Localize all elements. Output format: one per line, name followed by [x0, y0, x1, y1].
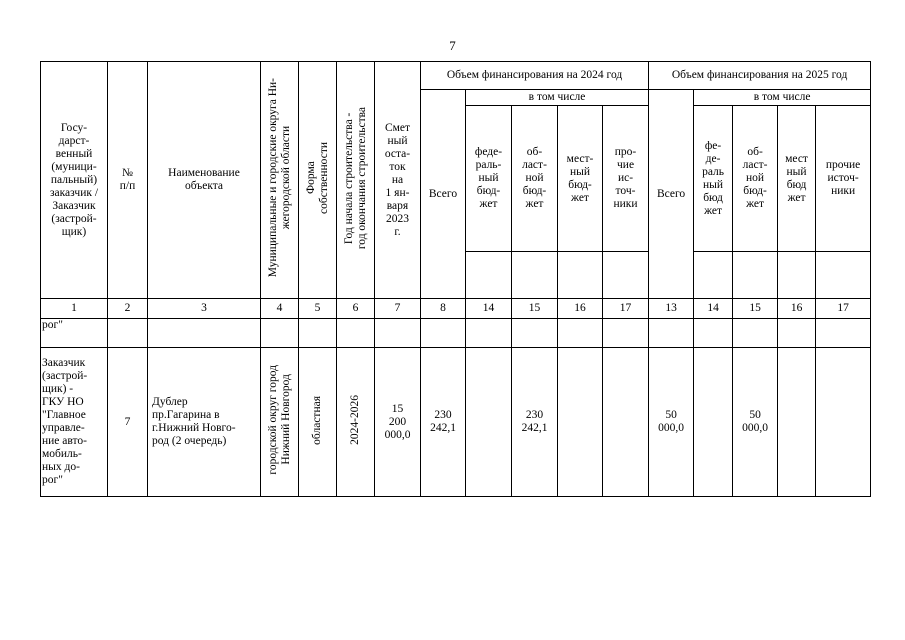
header-funding-2025: Объем финансирования на 2025 год [649, 62, 871, 90]
row-other-2025 [816, 348, 871, 497]
column-number: 1 [41, 299, 108, 319]
continuation-customer: рог" [41, 319, 108, 348]
row-estimate: 15 200 000,0 [375, 348, 421, 497]
header-federal-2024: феде- раль- ный бюд- жет [466, 106, 512, 252]
header-federal-2025: фе- де- раль ный бюд жет [694, 106, 733, 252]
column-number: 14 [466, 299, 512, 319]
row-municipality: городской округ город Нижний Новгород [266, 365, 292, 475]
header-customer: Госу- дарст- венный (муници- пальный) заказчик / Заказчик (застрой- щик) [41, 62, 108, 299]
column-number: 15 [512, 299, 558, 319]
column-number: 7 [375, 299, 421, 319]
header-local-2025: мест ный бюд жет [778, 106, 816, 252]
column-number: 5 [299, 299, 337, 319]
row-regional-2024: 230 242,1 [512, 348, 558, 497]
column-number: 17 [603, 299, 649, 319]
header-including-2025: в том числе [694, 90, 871, 106]
header-local-2024: мест- ный бюд- жет [558, 106, 603, 252]
row-regional-2025: 50 000,0 [733, 348, 778, 497]
row-number: 7 [108, 348, 148, 497]
header-regional-2024: об- ласт- ной бюд- жет [512, 106, 558, 252]
row-years-cell [337, 348, 375, 497]
row-object-name: Дублер пр.Гагарина в г.Нижний Новго- род (2 очередь) [148, 348, 261, 497]
header-other-2025: прочие источ- ники [816, 106, 871, 252]
row-local-2025 [778, 348, 816, 497]
row-ownership: областная [311, 395, 323, 445]
header-municipality: Муниципальные и городские округа Ни- жегородской области [266, 78, 292, 278]
header-estimate: Смет ный оста- ток на 1 ян- варя 2023 г. [375, 62, 421, 299]
row-other-2024 [603, 348, 649, 497]
row-total-2024: 230 242,1 [421, 348, 466, 497]
column-number: 2 [108, 299, 148, 319]
header-including-2024: в том числе [466, 90, 649, 106]
continuation-row [41, 319, 871, 348]
header-ownership-cell [299, 62, 337, 299]
header-object-name: Наименование объекта [148, 62, 261, 299]
column-number: 16 [558, 299, 603, 319]
column-number: 16 [778, 299, 816, 319]
row-federal-2024 [466, 348, 512, 497]
header-years-cell [337, 62, 375, 299]
column-number: 14 [694, 299, 733, 319]
row-years: 2024-2026 [349, 395, 361, 445]
header-other-2024: про- чие ис- точ- ники [603, 106, 649, 252]
row-municipality-cell [261, 348, 299, 497]
header-total-2024: Всего [421, 90, 466, 299]
header-number: № п/п [108, 62, 148, 299]
column-number: 3 [148, 299, 261, 319]
row-local-2024 [558, 348, 603, 497]
page-number: 7 [449, 38, 456, 53]
row-ownership-cell [299, 348, 337, 497]
column-number: 15 [733, 299, 778, 319]
column-number: 6 [337, 299, 375, 319]
table-row [41, 348, 871, 497]
row-customer: Заказчик (застрой- щик) - ГКУ НО "Главное управле- ние авто- мобиль- ных до- рог" [41, 348, 108, 497]
financing-table [40, 61, 871, 497]
row-federal-2025 [694, 348, 733, 497]
header-ownership: Форма собственности [304, 142, 330, 214]
column-number-row [41, 299, 871, 319]
header-years: Год начала строительства - год окончания строительства [342, 106, 368, 250]
header-funding-2024: Объем финансирования на 2024 год [421, 62, 649, 90]
column-number: 4 [261, 299, 299, 319]
header-total-2025: Всего [649, 90, 694, 299]
column-number: 13 [649, 299, 694, 319]
row-total-2025: 50 000,0 [649, 348, 694, 497]
column-number: 17 [816, 299, 871, 319]
header-regional-2025: об- ласт- ной бюд- жет [733, 106, 778, 252]
column-number: 8 [421, 299, 466, 319]
header-municipality-cell [261, 62, 299, 299]
